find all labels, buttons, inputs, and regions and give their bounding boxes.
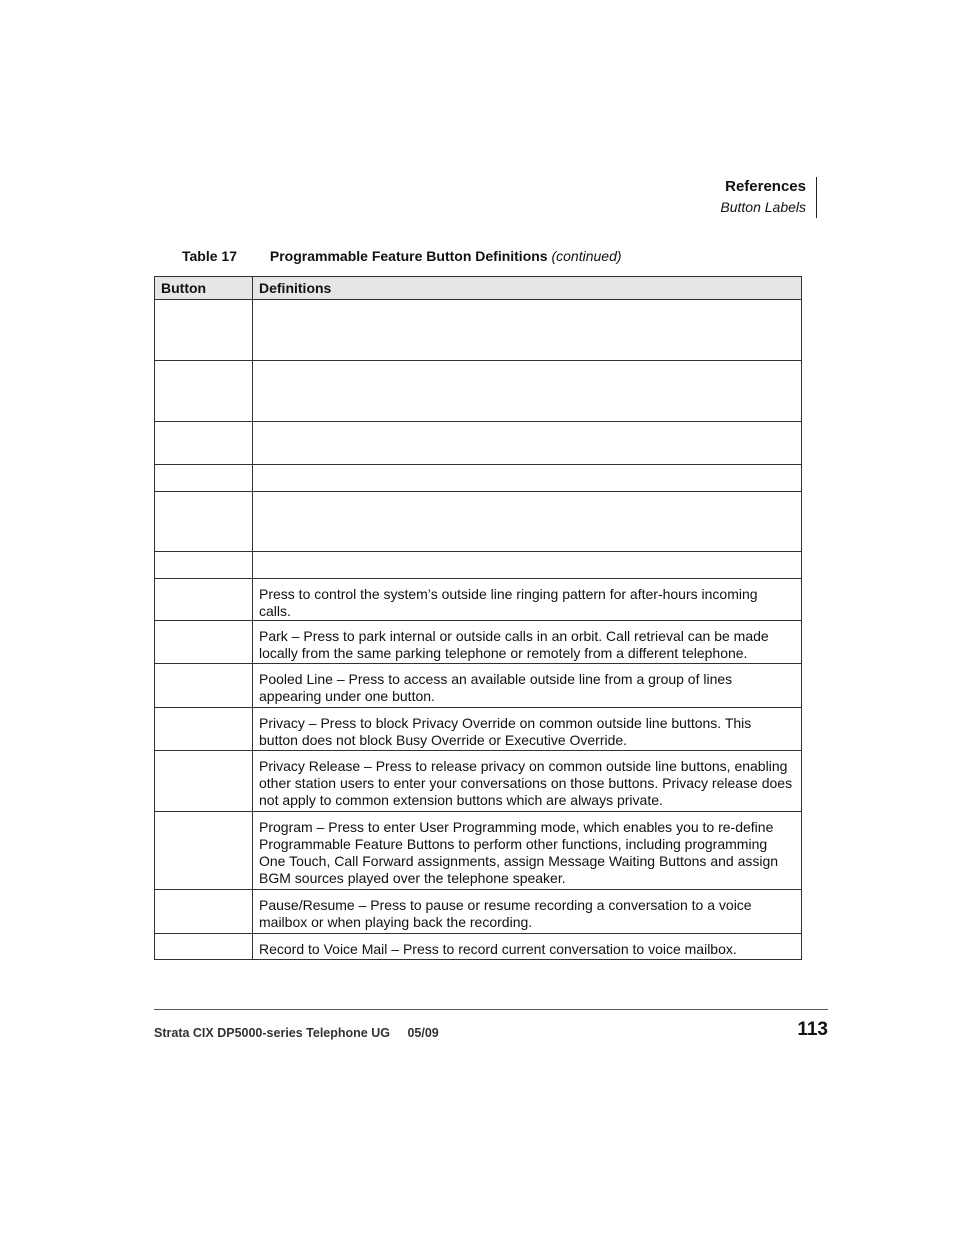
table-row — [155, 621, 802, 664]
section-title: References — [725, 178, 806, 195]
column-header-definitions: Definitions — [253, 277, 802, 300]
definition-cell: Pause/Resume – Press to pause or resume recording a conversation to a voice mailbox or when playing back the recording. — [253, 890, 802, 934]
definition-cell — [253, 492, 802, 552]
table-row — [155, 812, 802, 890]
definition-cell: Pooled Line – Press to access an available outside line from a group of lines appearing under one button. — [253, 664, 802, 708]
page-number: 113 — [797, 1019, 828, 1040]
button-cell — [155, 422, 253, 465]
button-cell — [155, 812, 253, 890]
table-row — [155, 751, 802, 812]
table-row — [155, 579, 802, 621]
table-row — [155, 300, 802, 361]
button-cell — [155, 934, 253, 960]
table-row — [155, 465, 802, 492]
definition-cell — [253, 361, 802, 422]
table-row — [155, 934, 802, 960]
button-cell — [155, 664, 253, 708]
button-cell — [155, 361, 253, 422]
table-row — [155, 708, 802, 751]
definition-cell: Program – Press to enter User Programming mode, which enables you to re-define Programmable Feature Buttons to perform other functions, including programming One Touch, Call Forward assignments, assign Message Waiting Buttons and assign BGM sources played over the telephone speaker. — [253, 812, 802, 890]
definition-cell — [253, 300, 802, 361]
table-header-row — [155, 277, 802, 300]
definition-cell — [253, 422, 802, 465]
definition-cell: Privacy – Press to block Privacy Override on common outside line buttons. This button does not block Busy Override or Executive Override. — [253, 708, 802, 751]
table-continued-note: (continued) — [551, 248, 622, 264]
definition-cell: Record to Voice Mail – Press to record current conversation to voice mailbox. — [253, 934, 802, 960]
button-cell — [155, 552, 253, 579]
definition-cell: Privacy Release – Press to release privacy on common outside line buttons, enabling other station users to enter your conversations on those buttons. Privacy release does not apply to common extension buttons which are always private. — [253, 751, 802, 812]
table-row — [155, 422, 802, 465]
button-cell — [155, 300, 253, 361]
footer-date: 05/09 — [407, 1026, 439, 1040]
subsection-title: Button Labels — [720, 199, 806, 215]
button-cell — [155, 751, 253, 812]
button-cell — [155, 465, 253, 492]
footer-doc-info — [154, 1026, 439, 1040]
table-row — [155, 890, 802, 934]
definition-cell — [253, 552, 802, 579]
button-cell — [155, 621, 253, 664]
definitions-table — [154, 276, 802, 960]
footer-doc-title: Strata CIX DP5000-series Telephone UG — [154, 1026, 390, 1040]
table-row — [155, 361, 802, 422]
table-title: Programmable Feature Button Definitions — [269, 248, 548, 264]
definition-cell: Press to control the system’s outside line ringing pattern for after-hours incoming calls. — [253, 579, 802, 621]
column-header-button: Button — [155, 277, 253, 300]
table-row — [155, 664, 802, 708]
button-cell — [155, 492, 253, 552]
button-cell — [155, 579, 253, 621]
definition-cell — [253, 465, 802, 492]
footer-divider — [154, 1009, 828, 1010]
table-number: Table 17 — [182, 248, 237, 264]
table-caption — [182, 247, 622, 265]
button-cell — [155, 890, 253, 934]
definition-cell: Park – Press to park internal or outside calls in an orbit. Call retrieval can be made locally from the same parking telephone or remotely from a different telephone. — [253, 621, 802, 664]
table-row — [155, 492, 802, 552]
running-header — [506, 177, 817, 218]
button-cell — [155, 708, 253, 751]
table-row — [155, 552, 802, 579]
